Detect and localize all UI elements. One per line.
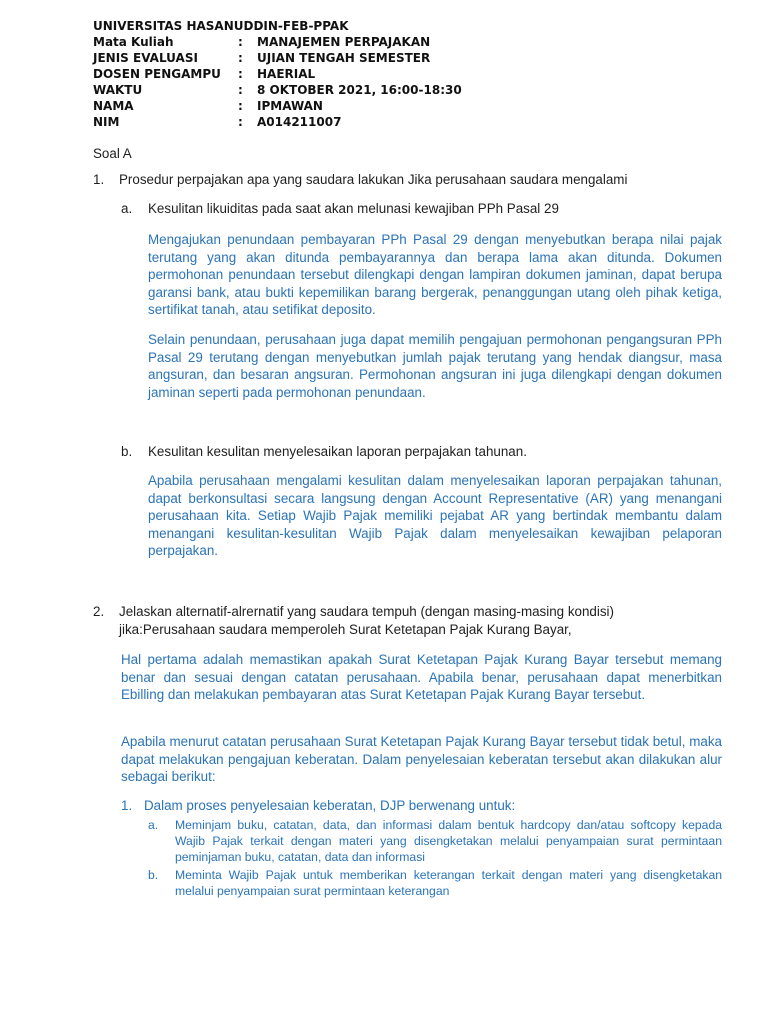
- header-row-nim: [93, 114, 613, 130]
- header-value: IPMAWAN: [257, 99, 323, 113]
- question-1b: [121, 444, 721, 459]
- question-text: Prosedur perpajakan apa yang saudara lakukan Jika perusahaan saudara mengalami: [119, 172, 628, 187]
- answer-2-list-item-1: [121, 798, 721, 813]
- list-number: 1.: [121, 798, 133, 813]
- question-text-line-2: jika:Perusahaan saudara memperoleh Surat Ketetapan Pajak Kurang Bayar,: [119, 622, 572, 637]
- question-1a: [121, 201, 721, 216]
- answer-2-sub-item-a: [148, 817, 722, 865]
- answer-2-sub-item-b: [148, 867, 722, 899]
- answer-1a-paragraph-2: Selain penundaan, perusahaan juga dapat memilih pengajuan permohonan pengangsuran PPh Pasal 29 terutang dengan menyebutkan jumlah pajak terutang yang hendak diangsur, masa angsuran, dan besaran angsuran. Permohonan angsuran ini juga dilengkapi dengan dokumen jaminan seperti pada permohonan penundaan.: [148, 332, 722, 400]
- header-value: A014211007: [257, 115, 342, 129]
- header-label: Mata Kuliah: [93, 35, 174, 49]
- question-1: [93, 172, 733, 187]
- question-text-line-1: Jelaskan alternatif-alrernatif yang saudara tempuh (dengan masing-masing kondisi): [119, 604, 614, 619]
- header-label: JENIS EVALUASI: [93, 51, 198, 65]
- header-value: UJIAN TENGAH SEMESTER: [257, 51, 431, 65]
- header-label: WAKTU: [93, 83, 143, 97]
- sub-item-label: b.: [148, 868, 159, 882]
- header-value: MANAJEMEN PERPAJAKAN: [257, 35, 431, 49]
- header-label: DOSEN PENGAMPU: [93, 67, 221, 81]
- answer-1a-paragraph-1: Mengajukan penundaan pembayaran PPh Pasal 29 dengan menyebutkan berapa nilai pajak terutang yang akan ditunda pembayarannya dan berapa lama akan ditunda. Dokumen permohonan penundaan tersebut dilengkapi dengan lampiran dokumen jaminan, dapat berupa garansi bank, atau bukti kepemilikan barang bergerak, penanggungan utang oleh pihak ketiga, sertifikat tanah, atau setifikat deposito.: [148, 232, 722, 317]
- header-value: 8 OKTOBER 2021, 16:00-18:30: [257, 83, 462, 97]
- sub-question-label: b.: [121, 444, 133, 459]
- exam-header: [93, 18, 613, 130]
- header-row-course: [93, 34, 613, 50]
- sub-question-text: Kesulitan likuiditas pada saat akan melunasi kewajiban PPh Pasal 29: [148, 201, 559, 216]
- header-row-time: [93, 82, 613, 98]
- answer-1b-paragraph: Apabila perusahaan mengalami kesulitan dalam menyelesaikan laporan perpajakan tahunan, dapat berkonsultasi secara langsung dengan Account Representative (AR) yang menangani perusahaan kita. Setiap Wajib Pajak memiliki pejabat AR yang bertindak membantu dalam menangani kesulitan-kesulitan Wajib Pajak dalam menyelesaikan kewajiban pelaporan perpajakan.: [148, 473, 722, 558]
- header-colon: :: [238, 67, 243, 81]
- header-colon: :: [238, 35, 243, 49]
- sub-question-label: a.: [121, 201, 133, 216]
- header-label: NAMA: [93, 99, 134, 113]
- header-colon: :: [238, 83, 243, 97]
- header-colon: :: [238, 51, 243, 65]
- sub-item-text: Meminjam buku, catatan, data, dan informasi dalam bentuk hardcopy dan/atau softcopy kepada Wajib Pajak terkait dengan materi yang disengketakan melalui penyampaian surat permintaan peminjaman buku, catatan, data dan informasi: [175, 818, 722, 864]
- sub-item-label: a.: [148, 818, 159, 832]
- answer-2-paragraph-1: Hal pertama adalah memastikan apakah Surat Ketetapan Pajak Kurang Bayar tersebut memang benar dan sesuai dengan catatan perusahaan. Apabila benar, perusahaan dapat menerbitkan Ebilling dan melakukan pembayaran atas Surat Ketetapan Pajak Kurang Bayar tersebut.: [121, 652, 722, 702]
- section-title: Soal A: [93, 146, 132, 161]
- sub-question-text: Kesulitan kesulitan menyelesaikan laporan perpajakan tahunan.: [148, 444, 527, 459]
- header-row-lecturer: [93, 66, 613, 82]
- university-title: UNIVERSITAS HASANUDDIN-FEB-PPAK: [93, 19, 349, 33]
- answer-2-paragraph-2: Apabila menurut catatan perusahaan Surat Ketetapan Pajak Kurang Bayar tersebut tidak betul, maka dapat melakukan pengajuan keberatan. Dalam penyelesaian keberatan tersebut akan dilakukan alur sebagai berikut:: [121, 734, 722, 784]
- header-row-eval: [93, 50, 613, 66]
- sub-item-text: Meminta Wajib Pajak untuk memberikan keterangan terkait dengan materi yang disengketakan melalui penyampaian surat permintaan keterangan: [175, 868, 722, 898]
- question-number: 1.: [93, 172, 105, 187]
- header-row-name: [93, 98, 613, 114]
- header-label: NIM: [93, 115, 120, 129]
- question-number: 2.: [93, 604, 105, 619]
- list-text: Dalam proses penyelesaian keberatan, DJP berwenang untuk:: [144, 798, 516, 813]
- header-colon: :: [238, 99, 243, 113]
- header-colon: :: [238, 115, 243, 129]
- question-2: [93, 603, 733, 639]
- header-value: HAERIAL: [257, 67, 316, 81]
